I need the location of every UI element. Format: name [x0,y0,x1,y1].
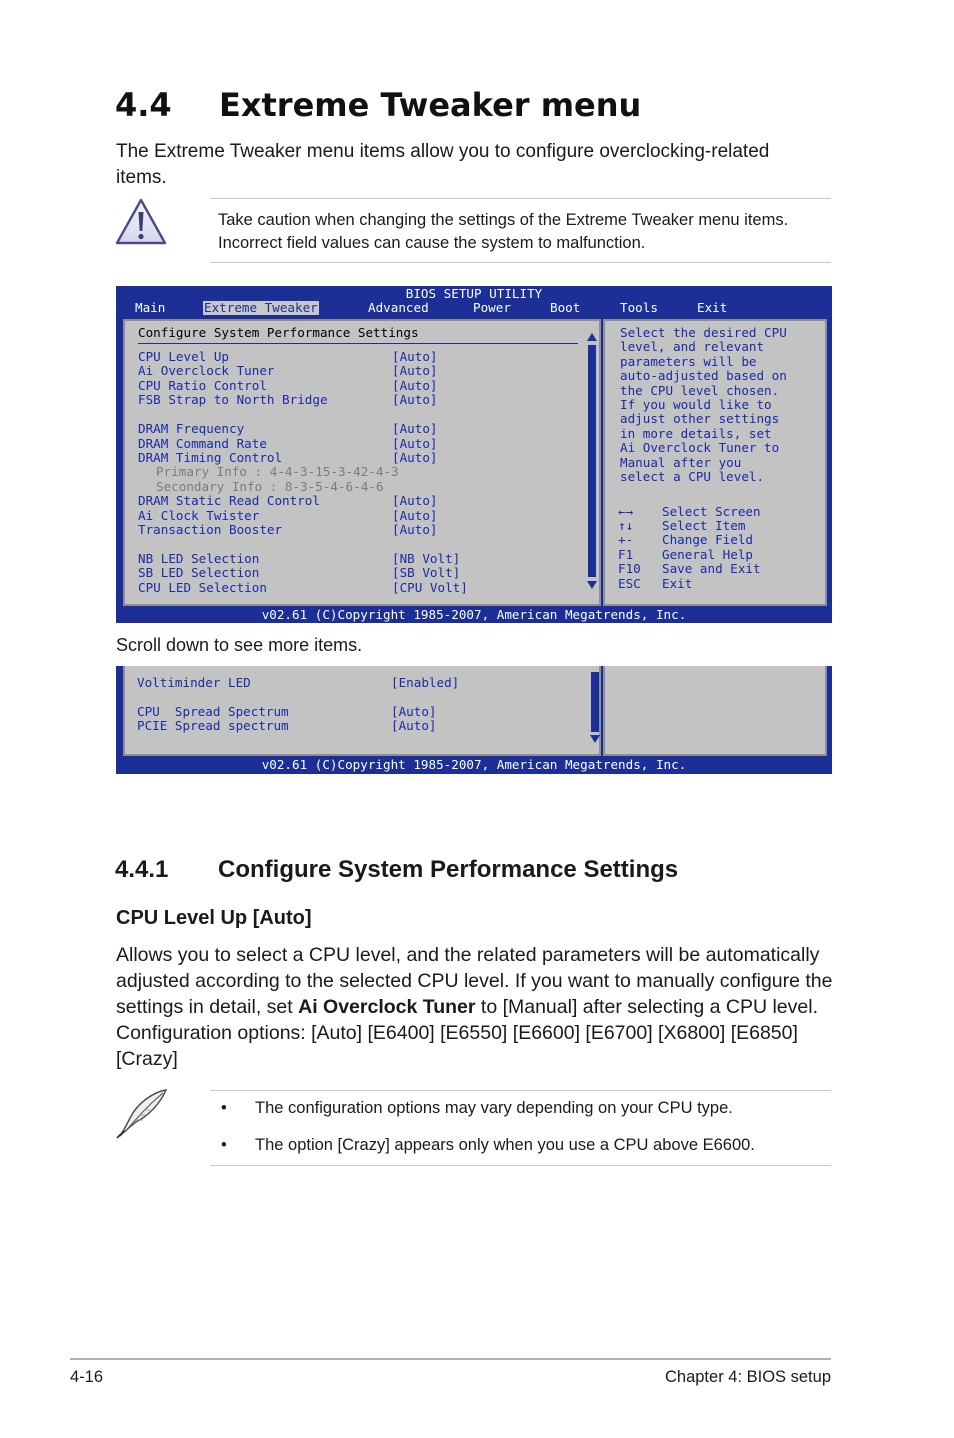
help-line: Ai Overclock Tuner to [620,440,780,456]
key-label: F10 [618,561,641,576]
bios-tab-boot[interactable]: Boot [550,300,581,315]
bios-item-voltiminder-led[interactable] [137,675,460,690]
bios-menu-bar [116,301,832,315]
bios-item-value: [Auto] [392,421,438,436]
bios-item-value: [Auto] [392,450,438,465]
bios-item-label: CPU Ratio Control [138,378,267,393]
section-title: Extreme Tweaker menu [219,86,642,124]
page-number: 4-16 [70,1368,104,1386]
bios-item-dram-frequency[interactable] [138,421,438,436]
bios-title: BIOS SETUP UTILITY [405,286,543,301]
help-line: in more details, set [620,425,772,441]
key-label: ESC [618,576,641,591]
bios-item-value: [Auto] [391,718,437,733]
note-bottom-rule [210,1165,831,1166]
bios-item-label: Ai Overclock Tuner [138,363,275,378]
help-line: select a CPU level. [620,469,765,485]
intro-paragraph: The Extreme Tweaker menu items allow you to configure overclocking-related items. [116,141,770,188]
help-line: parameters will be [620,353,757,369]
key-label: F1 [618,547,634,562]
bios-item-value: [Auto] [392,378,438,393]
bios-item-pcie-spread-spectrum[interactable] [137,718,437,733]
caution-top-rule [210,198,831,199]
bios-item-value: [NB Volt] [392,551,461,566]
bios-item-label: Ai Clock Twister [138,508,260,523]
bios-item-label: CPU Level Up [138,349,229,364]
left-right-arrows-icon: ←→ [618,504,634,519]
key-action: Select Screen [662,504,761,519]
subsection-title: Configure System Performance Settings [218,856,679,883]
bios-item-label: DRAM Frequency [138,421,245,436]
description-part2: to [Manual] after selecting a CPU level. Configuration options: [Auto] [E6400] [E6550] [E6600] [E6700] [X6800] [E6850] [Crazy] [116,996,818,1070]
bullet-text: The option [Crazy] appears only when you use a CPU above E6600. [255,1136,755,1154]
key-action: Exit [662,576,693,591]
bios-help-text [620,326,825,484]
bios-info-secondary: Secondary Info : 8-3-5-4-6-4-6 [156,479,384,494]
caution-bottom-rule [210,262,831,263]
bios-copyright: v02.61 (C)Copyright 1985-2007, American Megatrends, Inc. [261,607,687,622]
item-description [116,942,836,1072]
bios-item-fsb-strap[interactable] [138,392,438,407]
bios-item-label: CPU LED Selection [138,580,267,595]
bios-settings-panel-scrolled [123,666,601,756]
key-label: +- [618,532,634,547]
note-quill-icon [114,1088,170,1140]
bios-item-label: CPU Spread Spectrum [137,704,289,719]
scroll-note: Scroll down to see more items. [116,635,363,655]
key-action: Save and Exit [662,561,761,576]
bios-item-transaction-booster[interactable] [138,522,438,537]
bios-screen-main [116,286,832,623]
scroll-down-arrow-icon[interactable] [590,735,600,743]
chapter-label: Chapter 4: BIOS setup [664,1368,831,1386]
bullet-dot: • [221,1136,227,1154]
key-change-field [618,533,753,547]
bullet-dot: • [221,1099,227,1117]
footer-rule [70,1358,831,1360]
bios-item-ai-overclock-tuner[interactable] [138,363,438,378]
key-action: Select Item [662,518,746,533]
bios-item-value: [Auto] [392,436,438,451]
bios-item-value: [Auto] [392,493,438,508]
scroll-up-arrow-icon[interactable] [587,333,597,341]
key-save-exit [618,562,761,576]
bios-item-value: [Auto] [392,392,438,407]
scroll-thumb[interactable] [588,345,596,577]
bios-item-value: [Enabled] [391,675,460,690]
bios-tab-exit[interactable]: Exit [697,300,728,315]
bios-item-label: SB LED Selection [138,565,260,580]
bios-item-sb-led[interactable] [138,565,461,580]
bios-item-cpu-led[interactable] [138,580,468,595]
help-line: If you would like to [620,397,772,413]
bullet-text: The configuration options may vary depending on your CPU type. [255,1099,733,1117]
help-line: the CPU level chosen. [620,382,780,398]
bios-item-label: Transaction Booster [138,522,283,537]
bios-item-value: [Auto] [392,508,438,523]
bios-item-label: PCIE Spread spectrum [137,718,289,733]
bios-info-primary: Primary Info : 4-4-3-15-3-42-4-3 [156,464,399,479]
bios-settings-panel [123,319,601,606]
note-top-rule [210,1090,831,1091]
up-down-arrows-icon: ↑↓ [618,518,634,533]
help-line: adjust other settings [620,411,780,427]
bios-item-label: FSB Strap to North Bridge [138,392,328,407]
bios-item-value: [Auto] [392,363,438,378]
bios-scrollbar[interactable] [587,333,597,589]
bios-item-value: [Auto] [392,522,438,537]
help-line: Select the desired CPU [620,325,787,340]
bios-item-value: [Auto] [392,349,438,364]
bios-help-panel-scrolled [603,666,827,756]
bios-tab-main[interactable]: Main [135,300,166,315]
description-bold: Ai Overclock Tuner [298,996,476,1018]
scroll-thumb[interactable] [591,672,599,732]
key-exit [618,577,692,591]
bios-item-value: [Auto] [391,704,437,719]
bios-item-label: DRAM Static Read Control [138,493,320,508]
item-heading: CPU Level Up [Auto] [116,907,312,929]
bios-tab-tools[interactable]: Tools [620,300,658,315]
bios-help-panel [603,319,827,606]
bios-item-label: Voltiminder LED [137,675,251,690]
description-part1: Allows you to select a CPU level, and the related parameters will be automatically adjusted according to the selected CPU level. If you want to manually configure the settings in detail, set [116,944,833,1018]
bios-item-label: DRAM Command Rate [138,436,267,451]
bios-screen-scrolled [116,666,832,774]
key-action: General Help [662,547,753,562]
bios-item-label: NB LED Selection [138,551,260,566]
help-line: auto-adjusted based on [620,368,787,384]
bios-tab-advanced[interactable]: Advanced [368,300,429,315]
scroll-down-arrow-icon[interactable] [587,581,597,589]
section-number: 4.4 [115,86,172,124]
warning-triangle-icon [114,197,168,247]
help-line: Manual after you [620,454,742,470]
page-title [115,86,641,124]
bios-item-value: [CPU Volt] [392,580,468,595]
bios-tab-power[interactable]: Power [473,300,511,315]
bios-tab-extreme-tweaker[interactable]: Extreme Tweaker [204,300,318,315]
bios-section-title: Configure System Performance Settings [138,325,419,340]
subsection-number: 4.4.1 [115,856,169,883]
section-divider [138,343,578,344]
bios-item-dram-static-read[interactable] [138,493,438,508]
subsection-heading [115,856,678,884]
key-action: Change Field [662,532,753,547]
help-line: level, and relevant [620,339,765,355]
bios-item-value: [SB Volt] [392,565,461,580]
bios-copyright: v02.61 (C)Copyright 1985-2007, American Megatrends, Inc. [261,757,687,772]
caution-text: Take caution when changing the settings of the Extreme Tweaker menu items. Incorrect field values can cause the system to malfunction. [218,211,789,252]
bios-item-label: DRAM Timing Control [138,450,283,465]
